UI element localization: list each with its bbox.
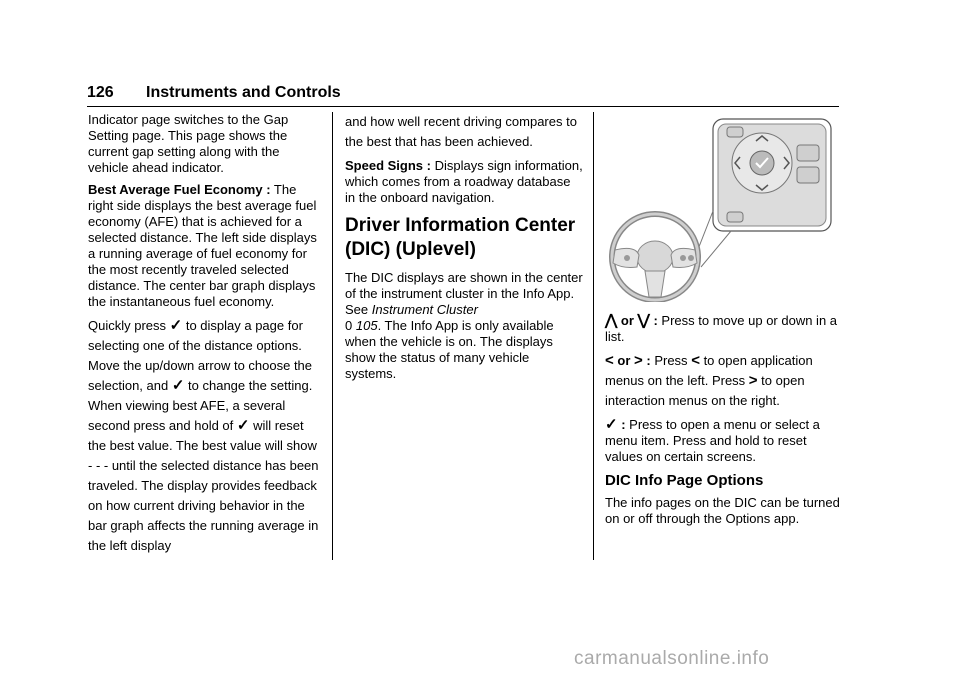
steering-wheel-controls-illustration <box>605 117 841 302</box>
text-span: Press to move up or down in a list. <box>605 313 838 344</box>
speed-signs-text: Displays sign information, which comes from a roadway database in the onboard navigation. <box>345 158 583 205</box>
text-span: The DIC displays are shown in the center of the instrument cluster in the Info App. See <box>345 270 583 317</box>
best-afe-text: The right side displays the best average fuel economy (AFE) that is achieved for a selected distance. The left side displays a running average of fuel economy for the most recently traveled selected distance. The center bar graph displays the instantaneous fuel economy. <box>88 182 317 309</box>
or-label: or <box>617 313 638 328</box>
paragraph: The info pages on the DIC can be turned on or off through the Options app. <box>605 495 840 526</box>
text-span: Press <box>650 353 692 368</box>
check-icon: ✓ <box>236 417 250 434</box>
text-span: Quickly press <box>88 318 170 333</box>
page-ref: 105 <box>355 318 378 333</box>
up-arrow-icon: ⋀ <box>605 312 618 329</box>
or-label: or <box>613 353 634 368</box>
column-2 <box>345 112 583 388</box>
right-arrow-icon: > <box>748 372 758 389</box>
left-arrow-icon: < <box>691 352 700 369</box>
text-span: . The Info App is only available when the vehicle is on. The displays show the status of many vehicle systems. <box>345 318 554 381</box>
check-icon: ✓ <box>171 377 185 394</box>
paragraph: Indicator page switches to the Gap Setting page. This page shows the current gap setting along with the vehicle ahead indicator. <box>88 112 289 175</box>
cross-reference: Instrument Cluster <box>371 302 478 317</box>
text-span: to open interaction menus on the right. <box>605 373 805 408</box>
left-right-paragraph <box>605 351 841 411</box>
separator: : <box>649 313 658 328</box>
check-icon: ✓ <box>169 317 183 334</box>
section-title: Instruments and Controls <box>146 84 341 101</box>
page-header <box>87 84 839 107</box>
best-afe-label: Best Average Fuel Economy : <box>88 182 271 197</box>
text-span: to change the setting. When viewing best AFE, a several second press and hold of <box>88 378 313 433</box>
best-afe-paragraph <box>88 182 322 310</box>
speed-signs-label: Speed Signs : <box>345 158 431 173</box>
select-paragraph <box>605 417 841 465</box>
down-arrow-icon: ⋁ <box>637 312 650 329</box>
column-divider <box>593 112 594 560</box>
column-divider <box>332 112 333 560</box>
separator: : <box>642 353 651 368</box>
page-number: 126 <box>87 84 114 101</box>
page-ref-icon: 0 <box>345 318 353 333</box>
paragraph: and how well recent driving compares to the best that has been achieved. <box>345 114 577 149</box>
right-arrow-icon: > <box>634 352 643 369</box>
left-arrow-icon: < <box>605 352 614 369</box>
watermark: carmanualsonline.info <box>574 648 770 669</box>
column-3 <box>605 313 841 533</box>
dic-paragraph <box>345 270 583 382</box>
text-span: will reset the best value. The best value will show - - - until the selected distance has been traveled. The display provides feedback on how current driving behavior in the bar graph affects the running average in the left display <box>88 418 319 553</box>
text-span: Press to open a menu or select a menu item. Press and hold to reset values on certain screens. <box>605 417 820 464</box>
text-span: to display a page for selecting one of the distance options. Move the up/down arrow to choose the selection, and <box>88 318 313 393</box>
section-heading: Driver Information Center (DIC) (Uplevel) <box>345 215 576 260</box>
press-paragraph <box>88 316 322 556</box>
up-down-paragraph <box>605 313 841 345</box>
steering-wheel-svg <box>605 117 841 302</box>
check-icon: ✓ <box>605 416 618 433</box>
separator: : <box>617 417 626 432</box>
column-1 <box>88 112 322 562</box>
subheading: DIC Info Page Options <box>605 472 764 489</box>
text-span: to open application menus on the left. Press <box>605 353 813 388</box>
speed-signs-paragraph <box>345 158 583 206</box>
